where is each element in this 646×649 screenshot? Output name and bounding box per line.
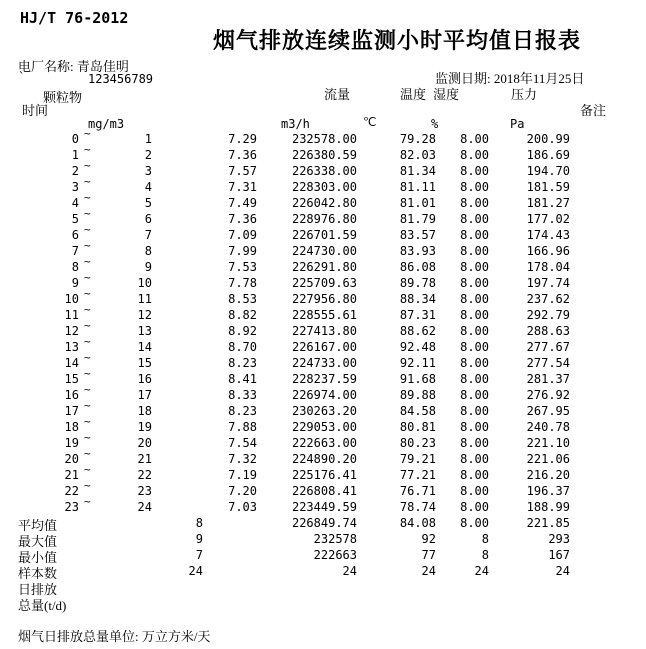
dust-value-cell: 8.70 [228,340,257,354]
time-range-tilde: ~ [84,367,91,380]
time-range-tilde: ~ [84,159,91,172]
dust-value-cell: 8.23 [228,356,257,370]
flow-value-cell: 224733.00 [291,356,357,370]
pressure-value-cell: 292.79 [526,308,570,322]
humidity-value-cell: 8.00 [460,468,489,482]
hour-from-cell: 12 [64,324,79,338]
dust-value-cell: 7.20 [228,484,257,498]
dust-value-cell: 7.32 [228,452,257,466]
dust-value-cell: 7.09 [228,228,257,242]
flow-value-cell: 225709.63 [291,276,357,290]
time-range-tilde: ~ [84,431,91,444]
temperature-value-cell: 84.58 [399,404,436,418]
temperature-value-cell: 86.08 [399,260,436,274]
pressure-value-cell: 276.92 [526,388,570,402]
hour-from-cell: 13 [64,340,79,354]
humidity-value-cell: 8.00 [460,340,489,354]
time-range-tilde: ~ [84,335,91,348]
dust-value-cell: 7.31 [228,180,257,194]
hour-to-cell: 7 [144,228,152,242]
temperature-value-cell: 81.79 [399,212,436,226]
pressure-value-cell: 177.02 [526,212,570,226]
humidity-value-cell: 8.00 [460,484,489,498]
humidity-value-cell: 8.00 [460,388,489,402]
summary-row [0,532,646,548]
pressure-value-cell: 281.37 [526,372,570,386]
humidity-value-cell: 24 [474,564,489,578]
time-range-tilde: ~ [84,143,91,156]
column-header-remark: 备注 [580,103,607,118]
flow-value-cell: 227956.80 [291,292,357,306]
plant-name-label: 电厂名称: 青岛佳明 [18,59,129,74]
temperature-value-cell: 89.88 [399,388,436,402]
temperature-value-cell: 81.34 [399,164,436,178]
hour-from-cell: 2 [71,164,79,178]
hour-from-cell: 21 [64,468,79,482]
hour-to-cell: 14 [137,340,152,354]
standard-number: HJ/T 76-2012 [20,9,129,27]
flow-value-cell: 226808.41 [291,484,357,498]
hour-from-cell: 23 [64,500,79,514]
hour-to-cell: 12 [137,308,152,322]
dust-value-cell: 7.99 [228,244,257,258]
temperature-value-cell: 89.78 [399,276,436,290]
temperature-value-cell: 91.68 [399,372,436,386]
dust-value-cell: 7.54 [228,436,257,450]
flow-value-cell: 226849.74 [291,516,357,530]
column-header-humidity: 湿度 [433,87,460,102]
hour-to-cell: 1 [144,132,152,146]
flow-value-cell: 226701.59 [291,228,357,242]
flow-value-cell: 223449.59 [291,500,357,514]
temperature-value-cell: 77 [421,548,436,562]
pressure-value-cell: 293 [548,532,570,546]
temperature-value-cell: 81.01 [399,196,436,210]
temperature-value-cell: 81.11 [399,180,436,194]
dust-value-cell: 7.19 [228,468,257,482]
temperature-value-cell: 80.23 [399,436,436,450]
unit-flow: m3/h [281,117,310,131]
dust-value-cell: 8 [195,516,203,530]
temperature-value-cell: 79.21 [399,452,436,466]
humidity-value-cell: 8.00 [460,404,489,418]
flow-value-cell: 232578 [313,532,357,546]
hour-from-cell: 3 [71,180,79,194]
monitor-date-label: 监测日期: 2018年11月25日 [435,71,585,86]
humidity-value-cell: 8.00 [460,212,489,226]
hour-to-cell: 9 [144,260,152,274]
flow-value-cell: 226167.00 [291,340,357,354]
flow-value-cell: 229053.00 [291,420,357,434]
dust-value-cell: 7.53 [228,260,257,274]
hour-to-cell: 10 [137,276,152,290]
column-header-pressure: 压力 [511,87,538,102]
pressure-value-cell: 277.67 [526,340,570,354]
humidity-value-cell: 8.00 [460,260,489,274]
hour-to-cell: 23 [137,484,152,498]
flow-value-cell: 222663 [313,548,357,562]
dust-value-cell: 7.36 [228,148,257,162]
time-range-tilde: ~ [84,415,91,428]
humidity-value-cell: 8.00 [460,420,489,434]
unit-temperature: ℃ [363,115,377,129]
unit-dust: mg/m3 [88,117,125,131]
hour-from-cell: 6 [71,228,79,242]
flow-value-cell: 225176.41 [291,468,357,482]
hour-from-cell: 1 [71,148,79,162]
hour-to-cell: 16 [137,372,152,386]
pressure-value-cell: 174.43 [526,228,570,242]
temperature-value-cell: 79.28 [399,132,436,146]
temperature-value-cell: 92.11 [399,356,436,370]
hour-from-cell: 14 [64,356,79,370]
summary-row-label: 样本数 [18,566,58,581]
time-range-tilde: ~ [84,191,91,204]
time-range-tilde: ~ [84,383,91,396]
dust-value-cell: 8.53 [228,292,257,306]
time-range-tilde: ~ [84,239,91,252]
hour-to-cell: 19 [137,420,152,434]
summary-row [0,548,646,564]
time-range-tilde: ~ [84,447,91,460]
pressure-value-cell: 277.54 [526,356,570,370]
time-range-tilde: ~ [84,255,91,268]
dust-value-cell: 7.03 [228,500,257,514]
temperature-value-cell: 78.74 [399,500,436,514]
humidity-value-cell: 8.00 [460,180,489,194]
temperature-value-cell: 92 [421,532,436,546]
dust-value-cell: 7 [195,548,203,562]
temperature-value-cell: 82.03 [399,148,436,162]
humidity-value-cell: 8.00 [460,132,489,146]
hour-to-cell: 13 [137,324,152,338]
hour-to-cell: 22 [137,468,152,482]
time-range-tilde: ~ [84,319,91,332]
dust-value-cell: 7.49 [228,196,257,210]
temperature-value-cell: 83.93 [399,244,436,258]
flow-value-cell: 227413.80 [291,324,357,338]
temperature-value-cell: 76.71 [399,484,436,498]
hour-from-cell: 4 [71,196,79,210]
hour-from-cell: 17 [64,404,79,418]
time-range-tilde: ~ [84,479,91,492]
humidity-value-cell: 8.00 [460,244,489,258]
temperature-value-cell: 88.62 [399,324,436,338]
pressure-value-cell: 197.74 [526,276,570,290]
flow-value-cell: 228976.80 [291,212,357,226]
temperature-value-cell: 84.08 [399,516,436,530]
temperature-value-cell: 83.57 [399,228,436,242]
time-range-tilde: ~ [84,223,91,236]
hour-from-cell: 20 [64,452,79,466]
humidity-value-cell: 8.00 [460,164,489,178]
dust-value-cell: 8.41 [228,372,257,386]
humidity-value-cell: 8.00 [460,228,489,242]
hour-to-cell: 8 [144,244,152,258]
temperature-value-cell: 88.34 [399,292,436,306]
humidity-value-cell: 8.00 [460,292,489,306]
page-title: 烟气排放连续监测小时平均值日报表 [213,28,582,53]
summary-row [0,564,646,580]
humidity-value-cell: 8.00 [460,324,489,338]
humidity-value-cell: 8.00 [460,356,489,370]
time-range-tilde: ~ [84,287,91,300]
flow-value-cell: 232578.00 [291,132,357,146]
hour-to-cell: 3 [144,164,152,178]
hour-to-cell: 2 [144,148,152,162]
hour-from-cell: 0 [71,132,79,146]
summary-row-label: 总量(t/d) [18,598,67,613]
hour-to-cell: 21 [137,452,152,466]
flow-value-cell: 24 [342,564,357,578]
dust-value-cell: 24 [188,564,203,578]
summary-row-label: 日排放 [18,582,58,597]
flow-value-cell: 226380.59 [291,148,357,162]
pressure-value-cell: 166.96 [526,244,570,258]
pressure-value-cell: 24 [555,564,570,578]
pressure-value-cell: 194.70 [526,164,570,178]
summary-row [0,516,646,532]
hour-from-cell: 10 [64,292,79,306]
humidity-value-cell: 8.00 [460,196,489,210]
hour-to-cell: 11 [137,292,152,306]
dust-value-cell: 7.36 [228,212,257,226]
dust-value-cell: 8.82 [228,308,257,322]
pressure-value-cell: 167 [548,548,570,562]
pressure-value-cell: 221.06 [526,452,570,466]
hour-from-cell: 11 [64,308,79,322]
pressure-value-cell: 178.04 [526,260,570,274]
dust-value-cell: 8.33 [228,388,257,402]
footer-note: 烟气日排放总量单位: 万立方米/天 [18,629,211,644]
humidity-value-cell: 8.00 [460,452,489,466]
time-range-tilde: ~ [84,463,91,476]
summary-row [0,580,646,596]
hour-from-cell: 7 [71,244,79,258]
flow-value-cell: 226042.80 [291,196,357,210]
flow-value-cell: 222663.00 [291,436,357,450]
temperature-value-cell: 92.48 [399,340,436,354]
hour-to-cell: 20 [137,436,152,450]
pressure-value-cell: 221.85 [526,516,570,530]
humidity-value-cell: 8.00 [460,276,489,290]
time-range-tilde: ~ [84,351,91,364]
pressure-value-cell: 196.37 [526,484,570,498]
humidity-value-cell: 8.00 [460,372,489,386]
pressure-value-cell: 267.95 [526,404,570,418]
time-range-tilde: ~ [84,127,91,140]
unit-pressure: Pa [510,117,525,131]
tick-mark: ` [18,70,26,84]
summary-row [0,596,646,612]
plant-code: 123456789 [88,72,154,86]
pressure-value-cell: 237.62 [526,292,570,306]
flow-value-cell: 228555.61 [291,308,357,322]
hour-from-cell: 15 [64,372,79,386]
pressure-value-cell: 188.99 [526,500,570,514]
flow-value-cell: 226291.80 [291,260,357,274]
hour-from-cell: 9 [71,276,79,290]
column-header-dust: 颗粒物 [43,90,83,105]
summary-row-label: 最小值 [18,550,58,565]
flow-value-cell: 226974.00 [291,388,357,402]
pressure-value-cell: 181.27 [526,196,570,210]
temperature-value-cell: 24 [421,564,436,578]
dust-value-cell: 7.78 [228,276,257,290]
temperature-value-cell: 77.21 [399,468,436,482]
flow-value-cell: 226338.00 [291,164,357,178]
table-row [0,495,646,516]
flow-value-cell: 224730.00 [291,244,357,258]
humidity-value-cell: 8.00 [460,500,489,514]
hour-to-cell: 4 [144,180,152,194]
dust-value-cell: 8.23 [228,404,257,418]
dust-value-cell: 8.92 [228,324,257,338]
temperature-value-cell: 80.81 [399,420,436,434]
humidity-value-cell: 8.00 [460,436,489,450]
flow-value-cell: 228303.00 [291,180,357,194]
dust-value-cell: 7.57 [228,164,257,178]
pressure-value-cell: 221.10 [526,436,570,450]
hour-from-cell: 18 [64,420,79,434]
time-range-tilde: ~ [84,495,91,508]
hour-from-cell: 8 [71,260,79,274]
temperature-value-cell: 87.31 [399,308,436,322]
column-header-flow: 流量 [324,87,351,102]
hour-from-cell: 19 [64,436,79,450]
time-range-tilde: ~ [84,207,91,220]
hour-from-cell: 16 [64,388,79,402]
pressure-value-cell: 181.59 [526,180,570,194]
hour-to-cell: 5 [144,196,152,210]
flow-value-cell: 230263.20 [291,404,357,418]
summary-row-label: 最大值 [18,534,58,549]
pressure-value-cell: 240.78 [526,420,570,434]
time-range-tilde: ~ [84,175,91,188]
hour-to-cell: 24 [137,500,152,514]
unit-humidity: % [431,117,439,131]
hour-to-cell: 17 [137,388,152,402]
humidity-value-cell: 8 [481,548,489,562]
pressure-value-cell: 200.99 [526,132,570,146]
column-header-time: 时间 [22,103,49,118]
time-range-tilde: ~ [84,271,91,284]
hour-to-cell: 18 [137,404,152,418]
flow-value-cell: 228237.59 [291,372,357,386]
pressure-value-cell: 288.63 [526,324,570,338]
hour-to-cell: 15 [137,356,152,370]
pressure-value-cell: 216.20 [526,468,570,482]
hour-from-cell: 22 [64,484,79,498]
dust-value-cell: 7.29 [228,132,257,146]
flow-value-cell: 224890.20 [291,452,357,466]
dust-value-cell: 7.88 [228,420,257,434]
hour-from-cell: 5 [71,212,79,226]
humidity-value-cell: 8.00 [460,516,489,530]
column-header-temperature: 温度 [400,87,427,102]
humidity-value-cell: 8 [481,532,489,546]
humidity-value-cell: 8.00 [460,148,489,162]
time-range-tilde: ~ [84,303,91,316]
time-range-tilde: ~ [84,399,91,412]
summary-row-label: 平均值 [18,518,58,533]
humidity-value-cell: 8.00 [460,308,489,322]
hour-to-cell: 6 [144,212,152,226]
pressure-value-cell: 186.69 [526,148,570,162]
dust-value-cell: 9 [195,532,203,546]
